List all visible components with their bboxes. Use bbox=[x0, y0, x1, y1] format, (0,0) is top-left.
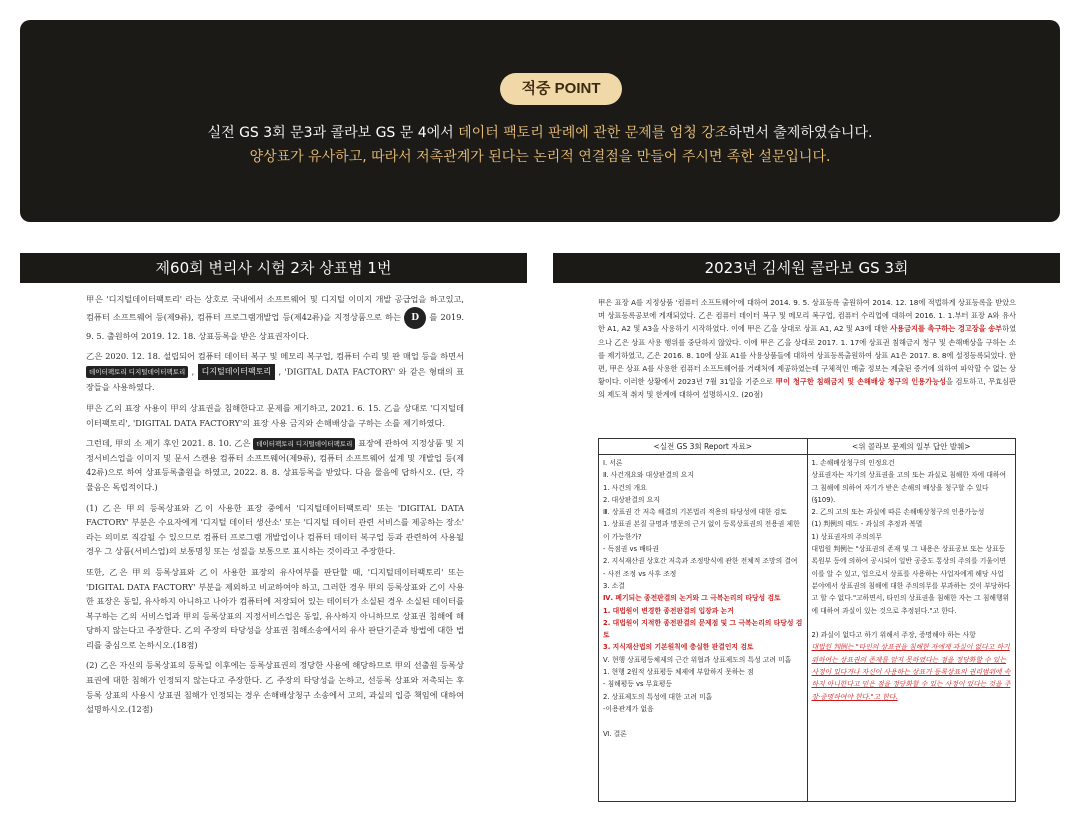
point-badge: 적중 POINT bbox=[500, 73, 622, 105]
report-outline-line: Ⅵ. 결론 bbox=[603, 729, 627, 738]
trademark-logo-icon: D bbox=[404, 307, 426, 329]
exam-paragraph: 甲은 乙의 표장 사용이 甲의 상표권을 침해한다고 문제를 제기하고, 2021. 6. 15. 乙을 상대로 '디지털데이터팩토리', 'DIGITAL DATA FACTORY'의 표장 사용 금지와 손해배상을 구하는 소를 제기하였다. bbox=[86, 402, 464, 428]
report-outline-line: 2. 지식재산권 상호간 저촉과 조정방식에 관한 전체적 조망의 결여 bbox=[603, 557, 798, 566]
answer-excerpt-line: 1. 손해배상청구의 인정요건 bbox=[811, 459, 895, 467]
answer-excerpt-line bbox=[812, 617, 1012, 629]
answer-excerpt-line: 1) 상표권자의 주의의무 bbox=[811, 532, 882, 541]
exam-question-document bbox=[86, 292, 464, 822]
exam-paragraph: 甲은 '디지털데이터팩토리' 라는 상호로 국내에서 소프트웨어 및 디지털 이미지 개발 공급업을 하고있고, 컴퓨터 소프트웨어 등(제9류), 컴퓨터 프로그램개발업 등(제42류)을 지정상품으로 하는 D 를 2019. 9. 5. 출원하여 2019. 12. 18. 상표등록을 받은 상표권자이다. bbox=[86, 294, 464, 341]
comparison-table-header bbox=[599, 439, 1015, 455]
report-outline-line: 2. 대상판결의 요지 bbox=[603, 495, 660, 504]
report-outline-line: 1. 사건의 개요 bbox=[603, 483, 647, 492]
answer-excerpt-line: 2. 乙의 고의 또는 과실에 따른 손해배상청구의 인용가능성 bbox=[811, 508, 985, 517]
answer-excerpt-line: 2) 과실이 없다고 하기 위해서 주장, 증명해야 하는 사항 bbox=[811, 631, 976, 640]
report-outline-line: -이용관계가 없음 bbox=[603, 704, 654, 713]
report-outline-line: - 독점권 vs 배타권 bbox=[603, 545, 659, 554]
comparison-table bbox=[598, 438, 1016, 802]
answer-excerpt-cell bbox=[808, 455, 1016, 801]
banner-line-1-highlight: 데이터 팩토리 판례에 관한 문제를 엄청 강조 bbox=[458, 125, 729, 141]
report-column-header: <실전 GS 3회 Report 자료> bbox=[599, 439, 808, 454]
comparison-table-body bbox=[599, 455, 1015, 801]
report-outline-line: Ⅴ. 현행 상표평등체제의 근간 위협과 상표제도의 특성 고려 미흡 bbox=[603, 655, 792, 664]
collab-question-document bbox=[598, 296, 1016, 402]
exam-paragraph: 그런데, 甲의 소 제기 후인 2021. 8. 10. 乙은 데이터팩토리 디지털데이터팩토리 표장에 관하여 지정상품 및 지정서비스업을 이미지 및 문서 스캔용 컴퓨터 소프트웨어(제9류), 컴퓨터 소프트웨어 설계 및 개발업 등(제42류)으로 하여 상표등록출원을 하였고, 2022. 8. 8. 상표등록을 받았다. 다음 물음에 답하시오. (단, 각 물음은 독립적이다.) bbox=[86, 438, 464, 492]
report-outline-line: - 사전 조정 vs 사후 조정 bbox=[603, 569, 677, 578]
answer-excerpt-line: 상표권자는 자기의 상표권을 고의 또는 과실로 침해한 자에 대하여 그 침해에 의하여 자기가 받은 손해의 배상을 청구할 수 있다(§109). bbox=[811, 471, 1007, 504]
report-outline-line: 3. 지식재산법의 기본원칙에 충실한 판결인지 검토 bbox=[603, 643, 754, 652]
trademark-black-label: 디지털데이터팩토리 bbox=[198, 364, 276, 381]
exam-question-2: (2) 乙은 자신의 등록상표의 등록일 이후에는 등록상표권의 정당한 사용에 해당하므로 甲의 선출원 등록상표권에 대한 침해가 인정되지 않는다고 주장한다. 乙 주장의 타당성을 논하고, 선등록 상표와 저촉되는 후등록 상표의 사용시 상표권 침해가 인정되는 경우 손해배상청구 소송에서 고의, 과실의 입증 책임에 대하여 설명하시오.(12점) bbox=[86, 660, 464, 715]
banner-line-1-prefix: 실전 GS 3회 문3과 콜라보 GS 문 4에서 bbox=[207, 125, 459, 141]
report-outline-line: 2. 상표제도의 특성에 대한 고려 미흡 bbox=[603, 692, 713, 701]
report-outline-line: Ⅳ. 폐기되는 종전판결의 논거와 그 극복논리의 타당성 검토 bbox=[603, 594, 781, 603]
banner-line-1-suffix: 하면서 출제하였습니다. bbox=[728, 125, 873, 141]
trademark-sign-icon: 데이터팩토리 디지털데이터팩토리 bbox=[86, 366, 188, 378]
report-outline-line: Ⅰ. 서론 bbox=[603, 459, 623, 467]
report-outline-cell bbox=[599, 455, 808, 801]
report-outline-line: 1. 현행 2원적 상표평등 체제에 부합하지 못하는 점 bbox=[603, 668, 754, 677]
report-outline-line: Ⅲ. 상표권 간 저촉 해결의 기본법리 적용의 타당성에 대한 검토 bbox=[603, 508, 787, 517]
answer-column-header: <위 콜라보 문제의 일부 답안 발췌> bbox=[851, 442, 971, 451]
report-outline-line bbox=[603, 715, 803, 727]
collab-question-text: 甲은 표장 A를 지정상품 '컴퓨터 소프트웨어'에 대하여 2014. 9. 5. 상표등록 출원하여 2014. 12. 18에 적법하게 상표등록을 받았으며 상표등록공보에 게재되었다. 乙은 컴퓨터 데이터 복구 및 메모리 복구업, 컴퓨터 수리업에 대하여 2016. 1. 1.부터 표장 A와 유사한 A1, A2 및 A3을 사용하기 시작하였다. 이에 甲은 乙을 상대로 상표 A1, A2 및 A3에 대한 사용금지를 촉구하는 경고장을 송부하였으나 乙은 상표 사용 행위를 중단하지 않았다. 이에 甲은 乙을 상대로 2017. 1. 17에 상표권 침해금지 청구 및 손해배상을 구하는 소를 제기하였고, 乙은 2016. 8. 10에 상표 A1를 사용상품들에 대하여 상표등록출원하여 상표 A1은 2017. 8. 8에 설정등록되었다. 한편, 甲은 상표 A를 사용한 컴퓨터 소프트웨어를 거래처에 제공하였는데 구체적인 매출 정보는 제출된 증거에 의하여 파악할 수 없는 상황이다. 이러한 상황에서 2023년 7월 31일을 기준으로 甲이 청구한 침해금지 및 손해배상 청구의 인용가능성을 검토하고, 무효심판의 제도적 취지 및 한계에 대하여 설명하시오. (20점) bbox=[598, 298, 1017, 400]
left-column-header: 제60회 변리사 시험 2차 상표법 1번 bbox=[20, 253, 527, 283]
exam-paragraph: 乙은 2020. 12. 18. 설립되어 컴퓨터 데이터 복구 및 메모리 복구업, 컴퓨터 수리 및 판 매업 등을 하면서 데이터팩토리 디지털데이터팩토리 , 디지털데이터팩토리 , 'DIGITAL DATA FACTORY' 와 같은 형태의 표장들을 사용하였다. bbox=[86, 351, 464, 393]
banner-line-2: 양상표가 유사하고, 따라서 저촉관계가 된다는 논리적 연결점을 만들어 주시면 족한 설문입니다. bbox=[249, 149, 831, 165]
report-outline-line: Ⅱ. 사건개요와 대상판결의 요지 bbox=[603, 471, 694, 480]
report-outline-line: 3. 소결 bbox=[603, 581, 625, 590]
exam-question-1-cont: 또한, 乙은 甲의 등록상표와 乙이 사용한 표장의 유사여부를 판단할 때, '디지털데이터팩토리' 또는 'DIGITAL DATA FACTORY' 부분을 제외하고 비교하여야 하고, 그러한 경우 甲의 등록상표와 乙이 사용한 표장은 동일, 유사하지 아니하고 나아가 컴퓨터에 저장되어 있는 데이터가 소실된 경우 소실된 데이터를 복구하는 乙의 서비스업과 甲의 등록상표의 지정서비스업은 동일, 유사하지 아니하므로 상표권 침해에 해당하지 않는다고 주장한다. 乙의 주장의 타당성을 상표권 침해소송에서의 유사 판단기준과 방법에 대한 법리를 중심으로 논하시오.(18점) bbox=[86, 566, 464, 650]
report-outline-line: 2. 대법원이 지적한 종전판결의 문제점 및 그 극복논리의 타당성 검토 bbox=[603, 618, 803, 640]
right-column-header: 2023년 김세원 콜라보 GS 3회 bbox=[553, 253, 1060, 283]
answer-excerpt-line: 대법원 判例는 "상표권의 존재 및 그 내용은 상표공보 또는 상표등록원부 등에 의하여 공시되어 일반 공중도 통상의 주의를 기울이면 이를 알 수 있고, 업으로서 상표를 사용하는 사업자에게 해당 사업 분야에서 상표권의 침해에 대한 주의의무를 부과하는 것이 부당하다고 할 수 없다."고하면서, 타인의 상표권을 침해한 자는 그 침해행위에 대하여 과실이 있는 것으로 추정된다."고 한다. bbox=[811, 545, 1011, 615]
point-banner bbox=[20, 20, 1060, 222]
banner-line-1 bbox=[20, 123, 1060, 143]
report-outline-line: 1. 대법원이 변경한 종전판결의 입장과 논거 bbox=[603, 606, 734, 615]
answer-excerpt-line: 대법원 判例는 "타인의 상표권을 침해한 자에게 과실이 없다고 하기 위하여는 상표권의 존재를 알지 못하였다는 점을 정당화할 수 있는 사정이 있다거나 자신이 사용하는 상표가 등록상표의 권리범위에 속하지 아니한다고 믿은 점을 정당화할 수 있는 사정이 있다는 것을 주장·증명하여야 한다."고 한다. bbox=[811, 643, 1011, 701]
report-outline-line: - 침해평등 vs 무효평등 bbox=[603, 680, 673, 689]
trademark-sign-icon-2: 데이터팩토리 디지털데이터팩토리 bbox=[253, 438, 355, 450]
report-outline-line: 1. 상표권 본질 규명과 명문의 근거 없이 등록상표권의 전용권 제한이 가능한가? bbox=[603, 520, 800, 541]
exam-question-1: (1) 乙은 甲의 등록상표와 乙이 사용한 표장 중에서 '디지털데이터팩토리' 또는 'DIGITAL DATA FACTORY' 부분은 수요자에게 '디지털 데이터 생산소' 또는 '디지털 데이터 관련 서비스를 제공하는 장소' 라는 의미로 직감될 수 있으므로 컴퓨터 프로그램 개발업이나 컴퓨터 데이터 복구업 등과 관련하여 사용될 경우 그 상품(서비스업)의 보통명칭 또는 성질을 보통으로 표시하는 것이라고 주장한다. bbox=[86, 502, 464, 557]
answer-excerpt-line: (1) 判例의 태도 - 과실의 추정과 복멸 bbox=[811, 520, 923, 529]
